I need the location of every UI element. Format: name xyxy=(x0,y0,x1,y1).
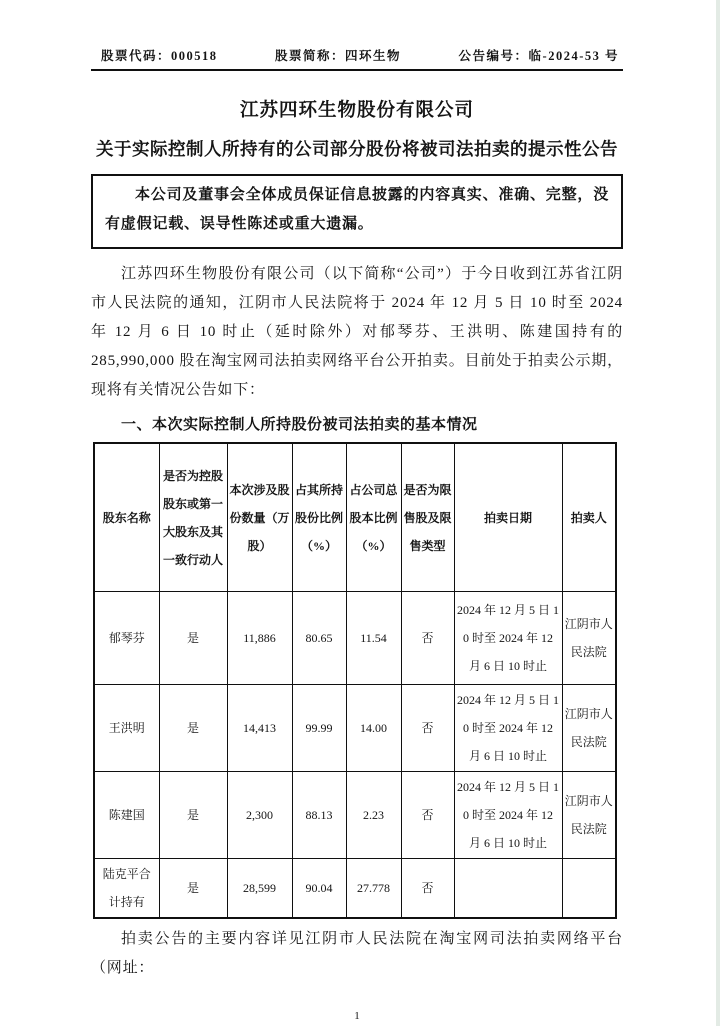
table-cell: 2,300 xyxy=(227,772,292,859)
announcement-number: 公告编号：临-2024-53 号 xyxy=(458,49,619,63)
table-cell: 王洪明 xyxy=(94,685,159,772)
table-cell xyxy=(562,859,616,919)
table-cell: 90.04 xyxy=(292,859,346,919)
table-cell: 江阴市人民法院 xyxy=(562,685,616,772)
table-cell: 江阴市人民法院 xyxy=(562,592,616,685)
table-cell: 是 xyxy=(159,685,227,772)
table-row xyxy=(94,859,616,919)
company-title: 江苏四环生物股份有限公司 xyxy=(239,101,474,121)
table-row xyxy=(94,772,616,859)
section-heading: 一、本次实际控制人所持股份被司法拍卖的基本情况 xyxy=(121,417,478,433)
announcement-title: 关于实际控制人所持有的公司部分股份将被司法拍卖的提示性公告 xyxy=(96,139,618,159)
table-header-cell: 是否为控股股东或第一大股东及其一致行动人 xyxy=(159,443,227,592)
page-number: 1 xyxy=(354,1010,360,1022)
table-cell xyxy=(454,859,562,919)
disclaimer-text: 本公司及董事会全体成员保证信息披露的内容真实、准确、完整，没有虚假记载、误导性陈述或重大遗漏。 xyxy=(105,187,610,232)
table-cell: 否 xyxy=(401,685,454,772)
auction-table xyxy=(93,442,617,919)
table-header-cell: 是否为限售股及限售类型 xyxy=(401,443,454,592)
document-content xyxy=(91,0,623,1022)
doc-header xyxy=(91,0,623,64)
table-cell: 是 xyxy=(159,772,227,859)
header-divider xyxy=(91,69,623,71)
table-cell: 28,599 xyxy=(227,859,292,919)
table-cell: 14,413 xyxy=(227,685,292,772)
table-cell: 郁琴芬 xyxy=(94,592,159,685)
disclaimer-box xyxy=(91,174,623,249)
table-cell: 是 xyxy=(159,859,227,919)
table-cell: 否 xyxy=(401,772,454,859)
table-cell: 2024 年 12 月 5 日 10 时至 2024 年 12 月 6 日 10 时止 xyxy=(454,685,562,772)
table-header-cell: 拍卖日期 xyxy=(454,443,562,592)
table-cell: 否 xyxy=(401,592,454,685)
table-header-row xyxy=(94,443,616,592)
table-header-cell: 占其所持股份比例（%） xyxy=(292,443,346,592)
table-header-cell: 占公司总股本比例（%） xyxy=(346,443,401,592)
table-header-cell: 股东名称 xyxy=(94,443,159,592)
table-cell: 2024 年 12 月 5 日 10 时至 2024 年 12 月 6 日 10 时止 xyxy=(454,772,562,859)
table-cell: 2.23 xyxy=(346,772,401,859)
stock-name: 股票简称：四环生物 xyxy=(275,49,402,63)
table-cell: 80.65 xyxy=(292,592,346,685)
stock-code: 股票代码：000518 xyxy=(101,49,218,63)
table-cell: 陆克平合计持有 xyxy=(94,859,159,919)
table-row xyxy=(94,592,616,685)
page-edge xyxy=(716,0,720,1026)
table-header-cell: 拍卖人 xyxy=(562,443,616,592)
table-cell: 99.99 xyxy=(292,685,346,772)
table-cell: 11,886 xyxy=(227,592,292,685)
table-cell: 27.778 xyxy=(346,859,401,919)
table-cell: 是 xyxy=(159,592,227,685)
table-cell: 江阴市人民法院 xyxy=(562,772,616,859)
table-row xyxy=(94,685,616,772)
table-cell: 11.54 xyxy=(346,592,401,685)
table-cell: 88.13 xyxy=(292,772,346,859)
table-cell: 否 xyxy=(401,859,454,919)
closing-paragraph: 拍卖公告的主要内容详见江阴市人民法院在淘宝网司法拍卖网络平台（网址： xyxy=(91,931,623,976)
table-cell: 陈建国 xyxy=(94,772,159,859)
table-cell: 14.00 xyxy=(346,685,401,772)
table-header-cell: 本次涉及股份数量（万股） xyxy=(227,443,292,592)
intro-paragraph: 江苏四环生物股份有限公司（以下简称“公司”）于今日收到江苏省江阴市人民法院的通知，江阴市人民法院将于 2024 年 12 月 5 日 10 时至 2024 年 12 月 6 日 10 时止（延时除外）对郁琴芬、王洪明、陈建国持有的 285,990,000 股在淘宝网司法拍卖网络平台公开拍卖。目前处于拍卖公示期，现将有关情况公告如下： xyxy=(91,266,623,398)
table-cell: 2024 年 12 月 5 日 10 时至 2024 年 12 月 6 日 10 时止 xyxy=(454,592,562,685)
